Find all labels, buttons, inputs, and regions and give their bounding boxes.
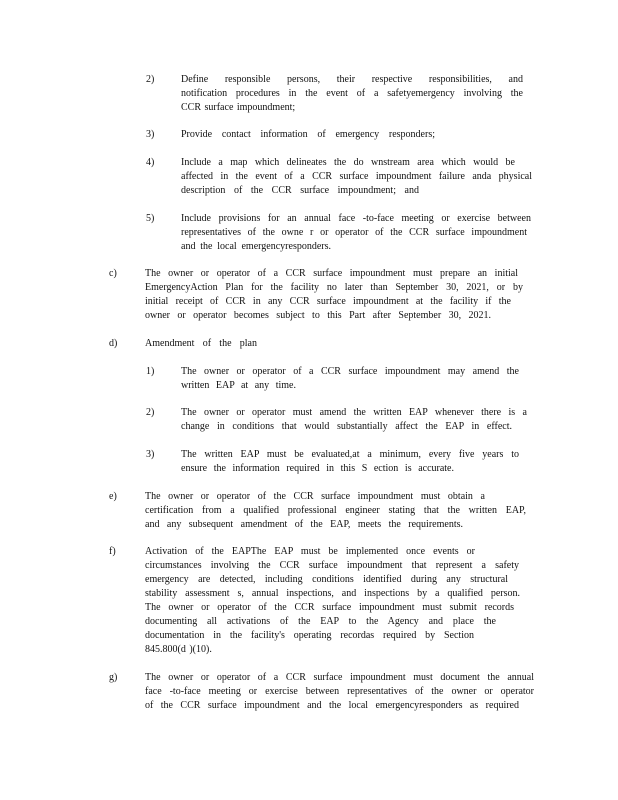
item-line: Include provisions for an annual face -to-face meeting or exercise between (181, 213, 531, 224)
item-number: g) (109, 672, 118, 683)
item-line: documenting all activations of the EAP to the Agency and place the (145, 616, 496, 627)
item-number: 2) (146, 74, 155, 85)
item-line: documentation in the facility's operating recordas required by Section (145, 630, 474, 641)
item-line: face -to-face meeting or exercise between representatives of the owner or operator (145, 686, 534, 697)
item-line: 845.800(d )(10). (145, 644, 212, 655)
item-line: certification from a qualified professional engineer stating that the written EAP, (145, 505, 526, 516)
item-number: 2) (146, 407, 155, 418)
item-number: f) (109, 546, 116, 557)
item-line: stability assessment s, annual inspections, and inspections by a qualified person. (145, 588, 520, 599)
section-heading: Amendment of the plan (145, 338, 257, 349)
item-number: e) (109, 491, 117, 502)
item-line: CCR surface impoundment; (181, 102, 296, 113)
item-line: description of the CCR surface impoundment; and (181, 185, 419, 196)
item-line: notification procedures in the event of a safetyemergency involving the (181, 88, 523, 99)
item-line: circumstances involving the CCR surface impoundment that represent a safety (145, 560, 519, 571)
item-line: The owner or operator must amend the written EAP whenever there is a (181, 407, 527, 418)
item-line: written EAP at any time. (181, 380, 296, 391)
item-line: Activation of the EAPThe EAP must be implemented once events or (145, 546, 475, 557)
item-line: representatives of the owne r or operator of the CCR surface impoundment (181, 227, 527, 238)
item-line: EmergencyAction Plan for the facility no later than September 30, 2021, or by (145, 282, 523, 293)
item-number: d) (109, 338, 118, 349)
item-number: 3) (146, 129, 155, 140)
item-number: 4) (146, 157, 155, 168)
item-line: owner or operator becomes subject to this Part after September 30, 2021. (145, 310, 491, 321)
item-line: Include a map which delineates the do wnstream area which would be (181, 157, 515, 168)
item-number: 5) (146, 213, 155, 224)
item-line: The written EAP must be evaluated,at a minimum, every five years to (181, 449, 519, 460)
item-number: c) (109, 268, 117, 279)
item-line: and any subsequent amendment of the EAP, meets the requirements. (145, 519, 463, 530)
item-line: The owner or operator of a CCR surface impoundment must document the annual (145, 672, 534, 683)
item-line: The owner or operator of the CCR surface impoundment must submit records (145, 602, 514, 613)
item-line: The owner or operator of a CCR surface impoundment must prepare an initial (145, 268, 518, 279)
item-line: change in conditions that would substantially affect the EAP in effect. (181, 421, 512, 432)
item-line: of the CCR surface impoundment and the local emergencyresponders as required (145, 700, 519, 711)
item-line: The owner or operator of a CCR surface impoundment may amend the (181, 366, 519, 377)
item-number: 1) (146, 366, 155, 377)
item-line: emergency are detected, including conditions identified during any structural (145, 574, 508, 585)
item-line: initial receipt of CCR in any CCR surface impoundment at the facility if the (145, 296, 511, 307)
item-line: affected in the event of a CCR surface impoundment failure anda physical (181, 171, 532, 182)
item-line: Provide contact information of emergency responders; (181, 129, 435, 140)
item-line: The owner or operator of the CCR surface impoundment must obtain a (145, 491, 485, 502)
item-number: 3) (146, 449, 155, 460)
item-line: ensure the information required in this S ection is accurate. (181, 463, 454, 474)
item-line: Define responsible persons, their respective responsibilities, and (181, 74, 523, 85)
item-line: and the local emergencyresponders. (181, 241, 331, 252)
